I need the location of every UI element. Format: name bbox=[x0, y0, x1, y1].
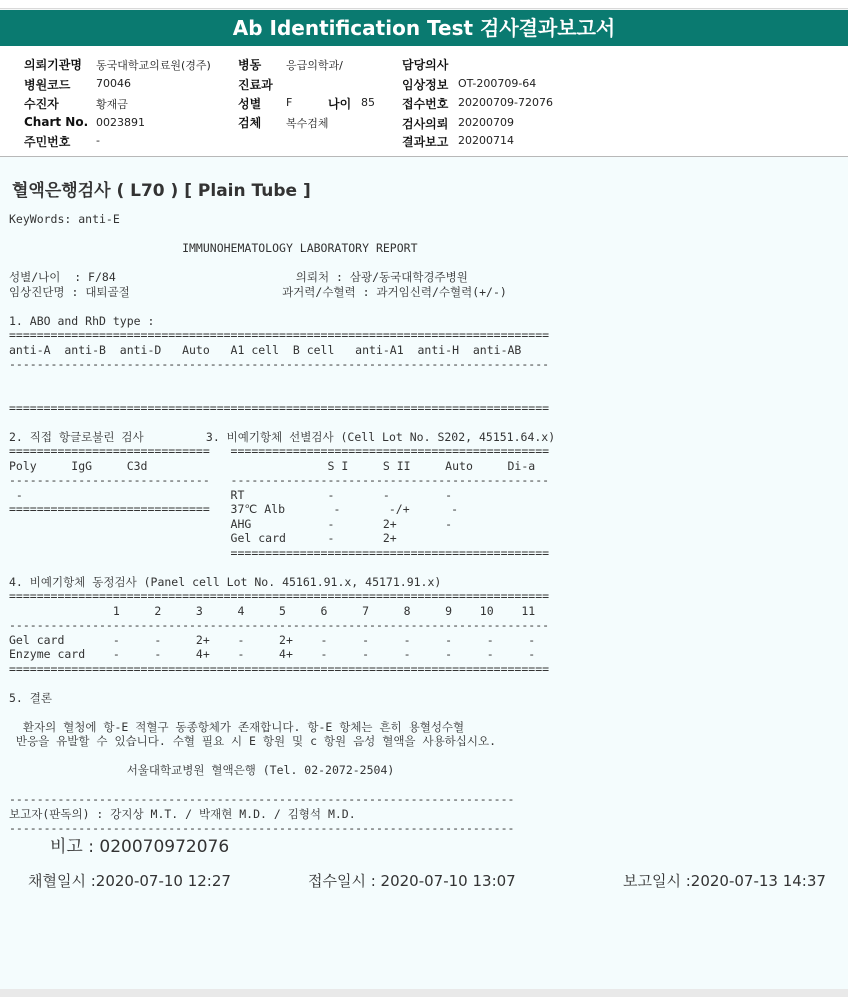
doctor-label: 담당의사 bbox=[402, 58, 449, 72]
top-strip bbox=[0, 0, 848, 9]
clinical-value: OT-200709-64 bbox=[458, 77, 537, 90]
report-line: 1 2 3 4 5 6 7 8 9 10 11 bbox=[9, 603, 536, 618]
report-line: ============================================== bbox=[9, 545, 550, 560]
chart-value: 0023891 bbox=[96, 116, 145, 129]
report-line: 1. ABO and RhD type : bbox=[9, 313, 155, 328]
collected-datetime: 채혈일시 :2020-07-10 12:27 bbox=[28, 872, 231, 890]
report-line: ============================= 37℃ Alb - -/+ - bbox=[9, 502, 459, 516]
report-line: 환자의 혈청에 항-E 적혈구 동종항체가 존재합니다. 항-E 항체는 흔히 용혈성수혈 bbox=[9, 719, 465, 734]
report-date-label: 결과보고 bbox=[402, 135, 449, 149]
report-line: 보고자(판독의) : 강지상 M.T. / 박재현 M.D. / 김형석 M.D. bbox=[9, 806, 356, 821]
ward-label: 병동 bbox=[238, 58, 262, 72]
report-line: ============================================================================== bbox=[9, 328, 550, 342]
hospital-code-value: 70046 bbox=[96, 77, 131, 90]
age-label: 나이 bbox=[328, 97, 352, 111]
reported-datetime: 보고일시 :2020-07-13 14:37 bbox=[623, 872, 826, 890]
report-date-value: 20200714 bbox=[458, 134, 514, 147]
resident-value: - bbox=[96, 134, 100, 147]
report-line: 5. 결론 bbox=[9, 690, 52, 705]
report-line: ============================= ============================================== bbox=[9, 444, 550, 458]
sex-label: 성별 bbox=[238, 97, 262, 111]
report-line: ------------------------------------------------------------------------- bbox=[9, 821, 515, 835]
chart-label: Chart No. bbox=[24, 115, 89, 129]
report-line: 임상진단명 : 대퇴골절 과거력/수혈력 : 과거임신력/수혈력(+/-) bbox=[9, 284, 507, 299]
resident-label: 주민번호 bbox=[24, 135, 71, 149]
report-line: ------------------------------------------------------------------------------ bbox=[9, 618, 550, 632]
specimen-value: 복수검체 bbox=[286, 117, 329, 130]
patient-label: 수진자 bbox=[24, 97, 59, 111]
reception-value: 20200709-72076 bbox=[458, 96, 553, 109]
report-title: Ab Identification Test 검사결과보고서 bbox=[0, 10, 848, 46]
report-line: ============================================================================== bbox=[9, 400, 550, 415]
report-line: Enzyme card - - 4+ - 4+ - - - - - - bbox=[9, 647, 536, 661]
section-title: 혈액은행검사 ( L70 ) [ Plain Tube ] bbox=[12, 181, 311, 201]
report-line: ============================================================================== bbox=[9, 589, 550, 603]
report-line: 반응을 유발할 수 있습니다. 수혈 필요 시 E 항원 및 c 항원 음성 혈액을 사용하십시오. bbox=[9, 734, 497, 748]
request-label: 검사의뢰 bbox=[402, 117, 449, 131]
hospital-code-label: 병원코드 bbox=[24, 78, 71, 92]
report-line: 4. 비예기항체 동정검사 (Panel cell Lot No. 45161.91.x, 45171.91.x) bbox=[9, 574, 442, 589]
report-line: 2. 직접 항글로불린 검사 3. 비예기항체 선별검사 (Cell Lot No. S202, 45151.64.x) bbox=[9, 429, 556, 444]
report-line: ----------------------------- ---------------------------------------------- bbox=[9, 473, 550, 487]
institution-label: 의뢰기관명 bbox=[24, 58, 82, 72]
received-datetime: 접수일시 : 2020-07-10 13:07 bbox=[308, 872, 516, 890]
report-line: - RT - - - bbox=[9, 487, 453, 502]
sex-value: F bbox=[286, 96, 293, 109]
specimen-label: 검체 bbox=[238, 116, 262, 130]
clinical-label: 임상정보 bbox=[402, 78, 449, 92]
remark: 비고 : 020070972076 bbox=[50, 837, 230, 857]
dept-label: 진료과 bbox=[238, 78, 273, 92]
report-line: KeyWords: anti-E bbox=[9, 212, 120, 226]
report-line: 서울대학교병원 혈액은행 (Tel. 02-2072-2504) bbox=[9, 763, 395, 777]
report-line: AHG - 2+ - bbox=[9, 516, 453, 531]
report-line: anti-A anti-B anti-D Auto A1 cell B cell anti-A1 anti-H anti-AB bbox=[9, 342, 522, 357]
patient-value: 황재금 bbox=[96, 98, 128, 111]
report-line: Gel card - 2+ bbox=[9, 531, 397, 545]
report-line: ============================================================================== bbox=[9, 661, 550, 676]
report-line: Gel card - - 2+ - 2+ - - - - - - bbox=[9, 632, 536, 647]
age-value: 85 bbox=[361, 96, 375, 109]
institution-value: 동국대학교의료원(경주) bbox=[96, 59, 211, 72]
report-line: IMMUNOHEMATOLOGY LABORATORY REPORT bbox=[9, 241, 418, 255]
request-value: 20200709 bbox=[458, 116, 514, 129]
report-line: Poly IgG C3d S I S II Auto Di-a bbox=[9, 458, 536, 473]
report-line: ------------------------------------------------------------------------------ bbox=[9, 357, 550, 371]
patient-header bbox=[0, 46, 848, 157]
reception-label: 접수번호 bbox=[402, 97, 449, 111]
bottom-strip bbox=[0, 989, 848, 997]
ward-value: 응급의학과/ bbox=[286, 59, 343, 72]
report-line: ------------------------------------------------------------------------- bbox=[9, 792, 515, 806]
report-line: 성별/나이 : F/84 의뢰처 : 삼광/동국대학경주병원 bbox=[9, 270, 468, 284]
